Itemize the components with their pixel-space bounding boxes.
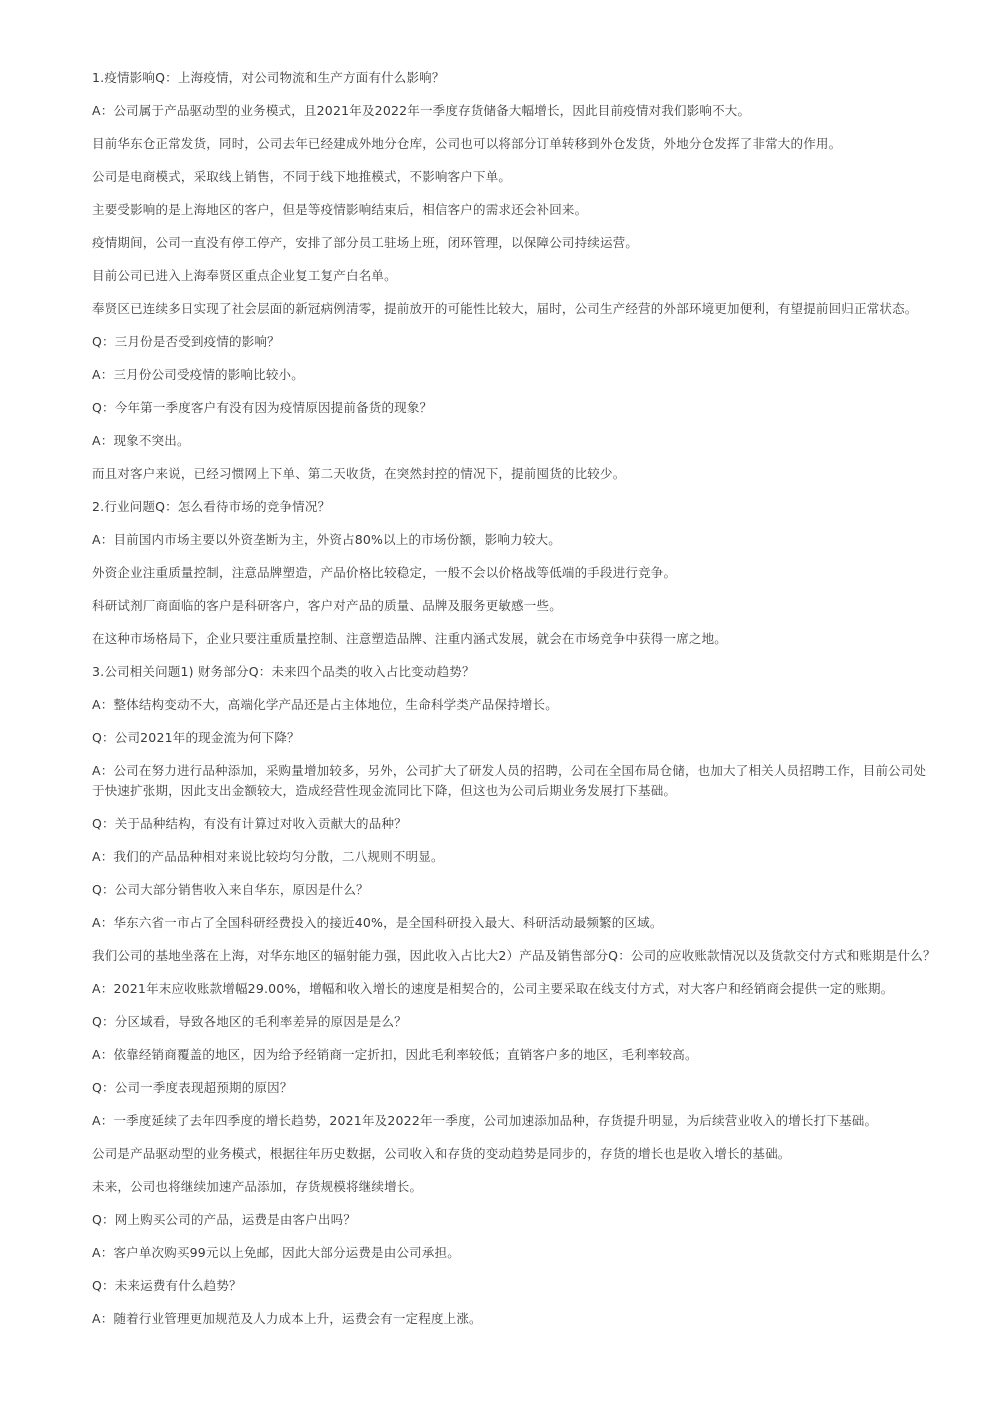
paragraph: A：随着行业管理更加规范及人力成本上升，运费会有一定程度上涨。 — [92, 1311, 482, 1326]
paragraph: A：2021年末应收账款增幅29.00%，增幅和收入增长的速度是相契合的，公司主要采取在线支付方式，对大客户和经销商会提供一定的账期。 — [92, 981, 894, 996]
paragraph: 2.行业问题Q：怎么看待市场的竞争情况？ — [92, 499, 331, 514]
paragraph: A：客户单次购买99元以上免邮，因此大部分运费是由公司承担。 — [92, 1245, 460, 1260]
paragraph: 目前公司已进入上海奉贤区重点企业复工复产白名单。 — [92, 268, 397, 283]
paragraph: Q：公司2021年的现金流为何下降？ — [92, 730, 300, 745]
paragraph: A：公司属于产品驱动型的业务模式，且2021年及2022年一季度存货储备大幅增长，因此目前疫情对我们影响不大。 — [92, 103, 751, 118]
paragraph: 而且对客户来说，已经习惯网上下单、第二天收货，在突然封控的情况下，提前囤货的比较少。 — [92, 466, 626, 481]
paragraph: 1.疫情影响Q：上海疫情，对公司物流和生产方面有什么影响？ — [92, 70, 445, 85]
paragraph: Q：未来运费有什么趋势？ — [92, 1278, 242, 1293]
paragraph: Q：公司一季度表现超预期的原因？ — [92, 1080, 293, 1095]
paragraph: A：一季度延续了去年四季度的增长趋势，2021年及2022年一季度，公司加速添加品种，存货提升明显，为后续营业收入的增长打下基础。 — [92, 1113, 878, 1128]
paragraph: A：我们的产品品种相对来说比较均匀分散，二八规则不明显。 — [92, 849, 444, 864]
paragraph: A：依靠经销商覆盖的地区，因为给予经销商一定折扣，因此毛利率较低；直销客户多的地区，毛利率较高。 — [92, 1047, 698, 1062]
paragraph: Q：关于品种结构，有没有计算过对收入贡献大的品种？ — [92, 816, 407, 831]
paragraph: 公司是产品驱动型的业务模式，根据往年历史数据，公司收入和存货的变动趋势是同步的，存货的增长也是收入增长的基础。 — [92, 1146, 791, 1161]
paragraph: 3.公司相关问题1) 财务部分Q：未来四个品类的收入占比变动趋势？ — [92, 664, 475, 679]
paragraph: A：公司在努力进行品种添加，采购量增加较多，另外，公司扩大了研发人员的招聘，公司在全国布局仓储，也加大了相关人员招聘工作，目前公司处于快速扩张期，因此支出金额较大，造成经营性现金流同比下降，但这也为公司后期业务发展打下基础。 — [92, 763, 927, 798]
paragraph: 我们公司的基地坐落在上海，对华东地区的辐射能力强，因此收入占比大2）产品及销售部分Q：公司的应收账款情况以及货款交付方式和账期是什么？ — [92, 948, 936, 963]
paragraph: Q：分区域看，导致各地区的毛利率差异的原因是是么？ — [92, 1014, 407, 1029]
paragraph: 目前华东仓正常发货，同时，公司去年已经建成外地分仓库，公司也可以将部分订单转移到外仓发货，外地分仓发挥了非常大的作用。 — [92, 136, 842, 151]
paragraph: 公司是电商模式，采取线上销售，不同于线下地推模式，不影响客户下单。 — [92, 169, 512, 184]
paragraph: 科研试剂厂商面临的客户是科研客户，客户对产品的质量、品牌及服务更敏感一些。 — [92, 598, 562, 613]
paragraph: Q：网上购买公司的产品，运费是由客户出吗？ — [92, 1212, 357, 1227]
paragraph: A：三月份公司受疫情的影响比较小。 — [92, 367, 304, 382]
paragraph: 奉贤区已连续多日实现了社会层面的新冠病例清零，提前放开的可能性比较大，届时，公司生产经营的外部环境更加便利，有望提前回归正常状态。 — [92, 301, 918, 316]
paragraph: A：目前国内市场主要以外资垄断为主，外资占80%以上的市场份额，影响力较大。 — [92, 532, 561, 547]
paragraph: A：现象不突出。 — [92, 433, 190, 448]
paragraph: 外资企业注重质量控制，注意品牌塑造，产品价格比较稳定，一般不会以价格战等低端的手段进行竞争。 — [92, 565, 677, 580]
paragraph: Q：公司大部分销售收入来自华东，原因是什么？ — [92, 882, 369, 897]
paragraph: A：华东六省一市占了全国科研经费投入的接近40%，是全国科研投入最大、科研活动最频繁的区域。 — [92, 915, 663, 930]
paragraph: 主要受影响的是上海地区的客户，但是等疫情影响结束后，相信客户的需求还会补回来。 — [92, 202, 588, 217]
paragraph: 在这种市场格局下，企业只要注重质量控制、注意塑造品牌、注重内涵式发展，就会在市场竞争中获得一席之地。 — [92, 631, 728, 646]
paragraph: 疫情期间，公司一直没有停工停产，安排了部分员工驻场上班，闭环管理，以保障公司持续运营。 — [92, 235, 639, 250]
paragraph: Q：三月份是否受到疫情的影响？ — [92, 334, 280, 349]
paragraph: A：整体结构变动不大，高端化学产品还是占主体地位，生命科学类产品保持增长。 — [92, 697, 558, 712]
paragraph: Q：今年第一季度客户有没有因为疫情原因提前备货的现象？ — [92, 400, 433, 415]
document-page — [92, 68, 938, 1342]
paragraph: 未来，公司也将继续加速产品添加，存货规模将继续增长。 — [92, 1179, 423, 1194]
